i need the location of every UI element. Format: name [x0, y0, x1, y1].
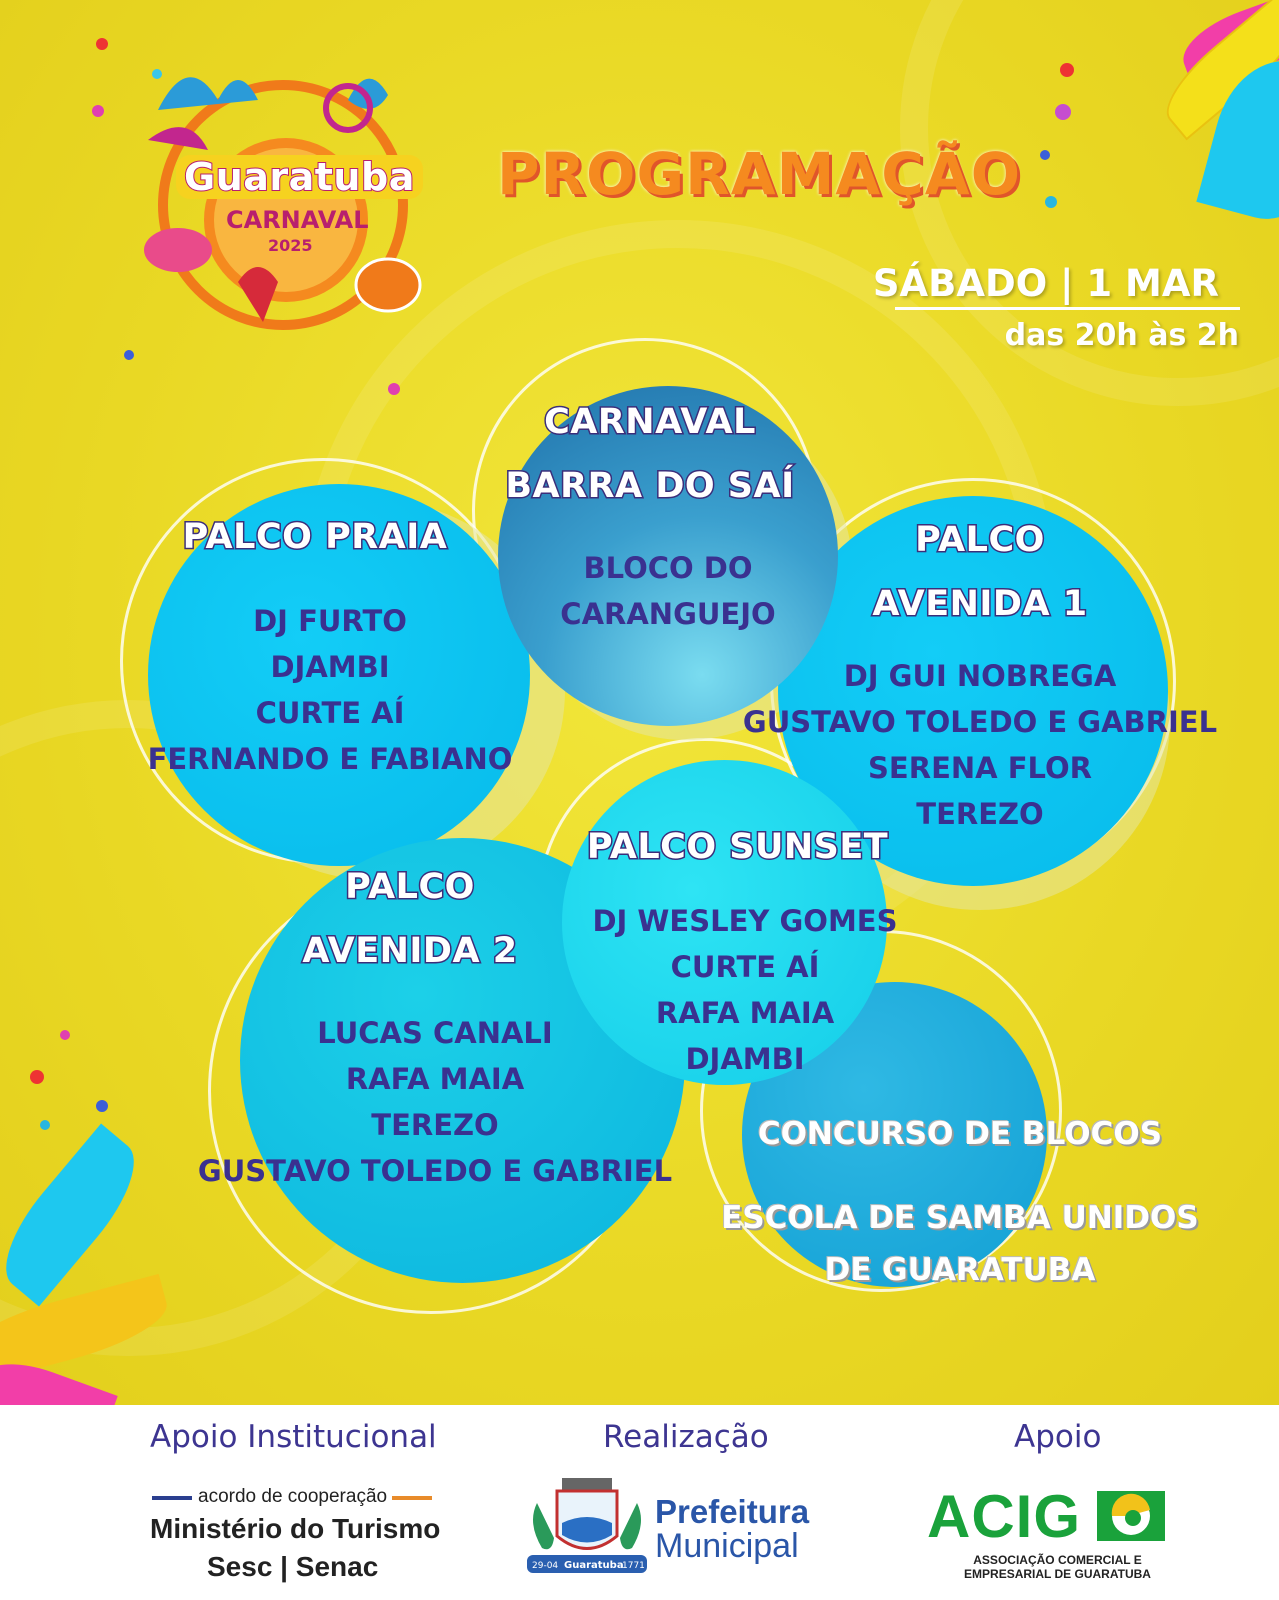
act-item: DJAMBI [270, 650, 390, 684]
event-item: CONCURSO DE BLOCOS [757, 1116, 1163, 1152]
confetti-dot [1040, 150, 1050, 160]
stage-title-avenida2 [230, 855, 590, 983]
stage-title-line: PALCO [345, 867, 475, 907]
institutional-support-label: Apoio Institucional [150, 1419, 437, 1455]
confetti-dot [1060, 63, 1074, 77]
acig-description-line: EMPRESARIAL DE GUARATUBA [964, 1567, 1151, 1581]
act-item: BLOCO DO [583, 551, 753, 585]
act-item: DJ GUI NOBREGA [843, 659, 1117, 693]
city-crest-icon [522, 1473, 652, 1578]
act-item: DJ WESLEY GOMES [592, 904, 898, 938]
realization-label: Realização [603, 1419, 769, 1455]
logo-title: Guaratuba [176, 155, 423, 199]
prefeitura-line-2: Municipal [655, 1527, 799, 1565]
acig-logo-text: ACIG [927, 1483, 1081, 1550]
footer-sponsors [0, 1405, 1279, 1600]
event-date: SÁBADO | 1 MAR [872, 262, 1219, 305]
stage-title-sunset: PALCO SUNSET [586, 827, 889, 867]
carnaval-logo [118, 20, 443, 345]
acig-description-line: ASSOCIAÇÃO COMERCIAL E [973, 1553, 1142, 1567]
crest-right-text: 1771 [622, 1561, 645, 1571]
act-item: TEREZO [916, 797, 1044, 831]
act-item: TEREZO [371, 1108, 499, 1142]
confetti-dot [1055, 104, 1071, 120]
crest-left-text: 29-04 [532, 1561, 559, 1571]
stage-title-line: CARNAVAL [544, 402, 756, 442]
logo-subtitle: CARNAVAL [226, 206, 369, 234]
act-item: DJ FURTO [253, 604, 407, 638]
cooperation-bar-right [392, 1496, 432, 1500]
stage-title-avenida1 [800, 508, 1160, 636]
cooperation-bar-left [152, 1496, 192, 1500]
stage-title-line: AVENIDA 1 [872, 584, 1088, 624]
stage-title-line: PALCO [915, 520, 1045, 560]
event-item: DE GUARATUBA [824, 1252, 1096, 1288]
confetti-dot [60, 1030, 70, 1040]
act-item: RAFA MAIA [345, 1062, 525, 1096]
cooperation-text: acordo de cooperação [198, 1486, 388, 1507]
act-item: DJAMBI [685, 1042, 805, 1076]
confetti-dot [96, 1100, 108, 1112]
act-item: CURTE AÍ [255, 696, 405, 730]
confetti-dot [30, 1070, 44, 1084]
stage-title-line: AVENIDA 2 [302, 931, 518, 971]
acts-barra [488, 545, 848, 637]
cooperation-line [152, 1486, 432, 1510]
stage-title-praia: PALCO PRAIA [182, 517, 448, 557]
ministry-text: Ministério do Turismo [150, 1513, 441, 1544]
page-title: PROGRAMAÇÃO [497, 140, 1021, 208]
acig-description [950, 1553, 1165, 1581]
special-events [690, 1108, 1230, 1296]
act-item: SERENA FLOR [868, 751, 1092, 785]
stage-title-line: BARRA DO SAÍ [505, 466, 795, 506]
event-time: das 20h às 2h [1004, 318, 1239, 353]
act-item: FERNANDO E FABIANO [147, 742, 513, 776]
crest-city-text: Guaratuba [564, 1560, 624, 1571]
confetti-dot [1045, 196, 1057, 208]
confetti-dot [40, 1120, 50, 1130]
support-label: Apoio [1014, 1419, 1102, 1455]
act-item: GUSTAVO TOLEDO E GABRIEL [197, 1154, 673, 1188]
act-item: CARANGUEJO [560, 597, 776, 631]
sesc-senac-text: Sesc | Senac [207, 1551, 379, 1582]
logo-year: 2025 [268, 236, 313, 255]
confetti-dot [92, 105, 104, 117]
event-item: ESCOLA DE SAMBA UNIDOS [721, 1200, 1199, 1236]
confetti-dot [96, 38, 108, 50]
date-underline [895, 307, 1240, 310]
act-item: LUCAS CANALI [317, 1016, 553, 1050]
act-item: GUSTAVO TOLEDO E GABRIEL [742, 705, 1218, 739]
act-item: CURTE AÍ [670, 950, 820, 984]
stage-title-barra [440, 390, 860, 518]
acig-emblem-icon [1095, 1489, 1167, 1543]
acts-praia [130, 598, 530, 782]
acts-avenida1 [740, 653, 1220, 837]
act-item: RAFA MAIA [655, 996, 835, 1030]
acts-avenida2 [190, 1010, 680, 1194]
confetti-dot [124, 350, 134, 360]
confetti-dot [388, 383, 400, 395]
prefeitura-line-1: Prefeitura [655, 1493, 810, 1530]
